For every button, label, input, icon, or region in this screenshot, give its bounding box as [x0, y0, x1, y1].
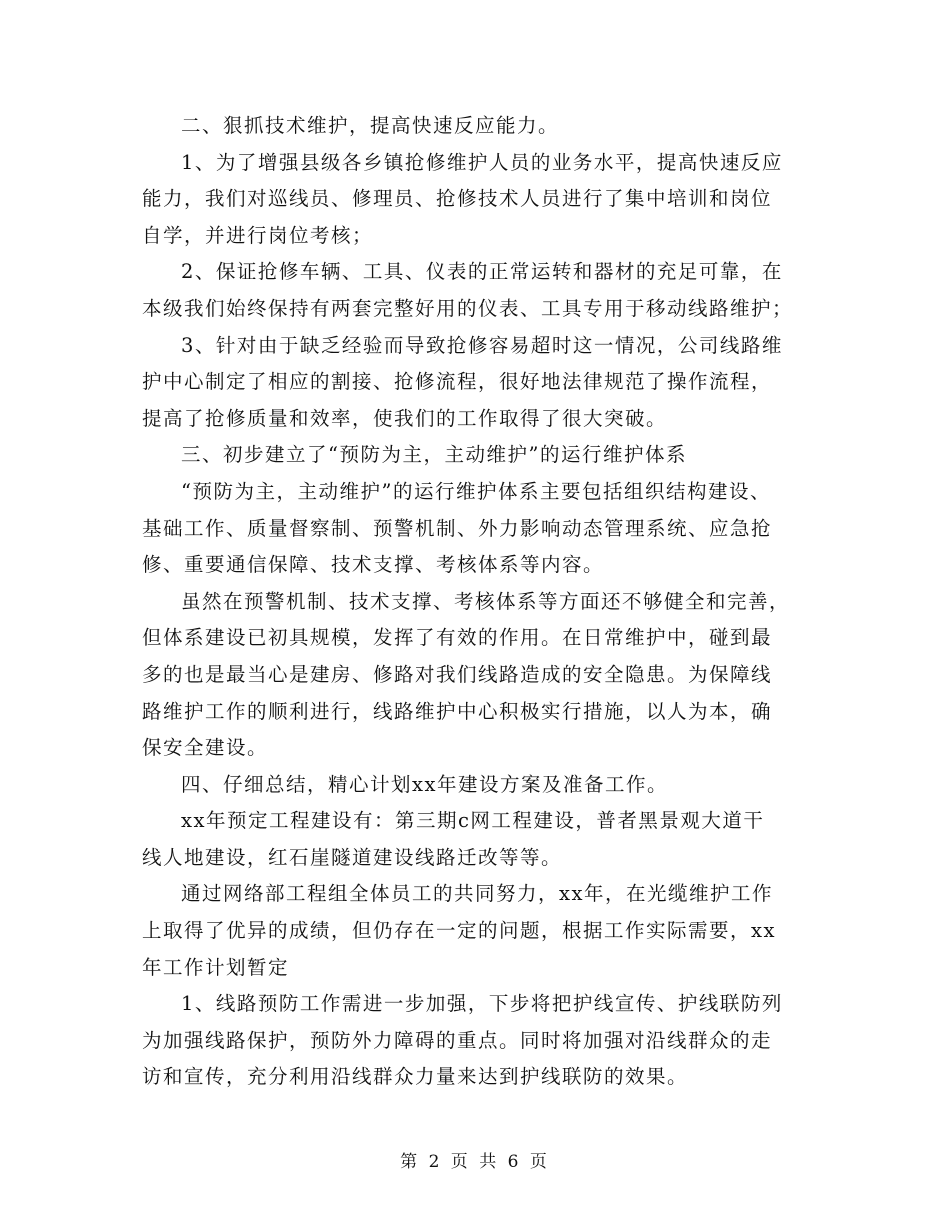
- paragraph-line: 上取得了优异的成绩，但仍存在一定的问题，根据工作实际需要，xx: [142, 919, 776, 943]
- paragraph: [142, 584, 810, 767]
- paragraph-line: 四、仔细总结，精心计划xx年建设方案及准备工作。: [181, 772, 668, 796]
- paragraph: [142, 803, 810, 876]
- page-footer: 第 2 页 共 6 页: [400, 1152, 550, 1172]
- paragraph-line: 1、线路预防工作需进一步加强，下步将把护线宣传、护线联防列: [181, 992, 783, 1016]
- paragraph-line: 为加强线路保护，预防外力障碍的重点。同时将加强对沿线群众的走: [142, 1028, 773, 1052]
- paragraph-line: 基础工作、质量督察制、预警机制、外力影响动态管理系统、应急抢: [142, 516, 773, 540]
- paragraph: [142, 437, 810, 474]
- paragraph-line: 3、针对由于缺乏经验而导致抢修容易超时这一情况，公司线路维: [181, 333, 783, 357]
- paragraph: [142, 108, 810, 145]
- paragraph-line: 访和宣传，充分利用沿线群众力量来达到护线联防的效果。: [142, 1065, 689, 1089]
- paragraph: [142, 328, 810, 438]
- paragraph-line: 虽然在预警机制、技术支撑、考核体系等方面还不够健全和完善，: [181, 589, 791, 613]
- paragraph: [142, 986, 810, 1096]
- paragraph: [142, 145, 810, 255]
- paragraph-line: 2、保证抢修车辆、工具、仪表的正常运转和器材的充足可靠，在: [181, 260, 783, 284]
- paragraph-line: xx年预定工程建设有：第三期c网工程建设，普者黑景观大道干: [181, 809, 765, 833]
- paragraph-line: 能力，我们对巡线员、修理员、抢修技术人员进行了集中培训和岗位: [142, 187, 773, 211]
- paragraph: [142, 876, 810, 986]
- paragraph: [142, 767, 810, 804]
- paragraph: [142, 474, 810, 584]
- document-body: [142, 108, 810, 1096]
- paragraph-line: 二、狠抓技术维护，提高快速反应能力。: [181, 114, 560, 137]
- paragraph-line: 线人地建设，红石崖隧道建设线路迁改等等。: [142, 845, 563, 869]
- paragraph-line: 三、初步建立了“预防为主，主动维护”的运行维护体系: [181, 443, 687, 467]
- paragraph-line: 自学，并进行岗位考核；: [142, 223, 374, 247]
- paragraph-line: 多的也是最当心是建房、修路对我们线路造成的安全隐患。为保障线: [142, 662, 773, 686]
- paragraph-line: 但体系建设已初具规模，发挥了有效的作用。在日常维护中，碰到最: [142, 626, 773, 650]
- paragraph: [142, 254, 810, 327]
- paragraph-line: 通过网络部工程组全体员工的共同努力，xx年，在光缆维护工作: [181, 882, 773, 906]
- paragraph-line: 路维护工作的顺利进行，线路维护中心积极实行措施，以人为本，确: [142, 699, 773, 723]
- paragraph-line: 提高了抢修质量和效率，使我们的工作取得了很大突破。: [142, 406, 668, 430]
- paragraph-line: 修、重要通信保障、技术支撑、考核体系等内容。: [142, 553, 605, 577]
- paragraph-line: 保安全建设。: [142, 736, 269, 760]
- paragraph-line: 本级我们始终保持有两套完整好用的仪表、工具专用于移动线路维护；: [142, 296, 794, 320]
- paragraph-line: 1、为了增强县级各乡镇抢修维护人员的业务水平，提高快速反应: [181, 150, 783, 174]
- paragraph-line: 护中心制定了相应的割接、抢修流程，很好地法律规范了操作流程，: [142, 370, 773, 394]
- paragraph-line: “预防为主，主动维护”的运行维护体系主要包括组织结构建设、: [181, 479, 771, 503]
- paragraph-line: 年工作计划暂定: [142, 955, 290, 979]
